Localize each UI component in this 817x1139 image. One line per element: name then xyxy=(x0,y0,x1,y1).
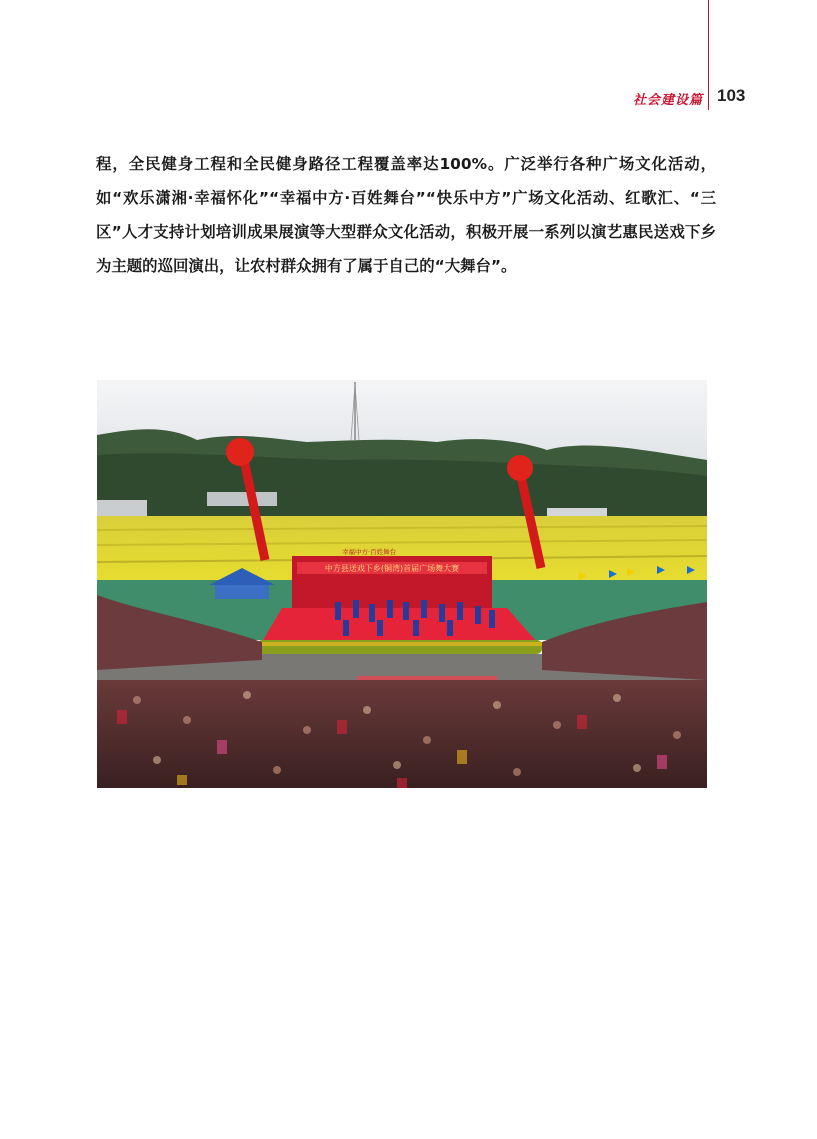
header-divider xyxy=(708,0,709,110)
event-photo xyxy=(97,380,707,788)
stage-sign-text: 幸福中方·百姓舞台 xyxy=(342,548,397,556)
stage-banner-text: 中方县送戏下乡(铜湾)首届广场舞大赛 xyxy=(324,564,460,573)
section-title: 社会建设篇 xyxy=(632,93,703,108)
body-paragraph: 程，全民健身工程和全民健身路径工程覆盖率达100%。广泛举行各种广场文化活动，如“欢乐潇湘·幸福怀化”“幸福中方·百姓舞台”“快乐中方”广场文化活动、红歌汇、“三区”人才支持计划培训成果展演等大型群众文化活动，积极开展一系列以演艺惠民送戏下乡为主题的巡回演出，让农村群众拥有了属于自己的“大舞台”。 xyxy=(96,155,716,275)
page-number: 103 xyxy=(717,86,746,105)
